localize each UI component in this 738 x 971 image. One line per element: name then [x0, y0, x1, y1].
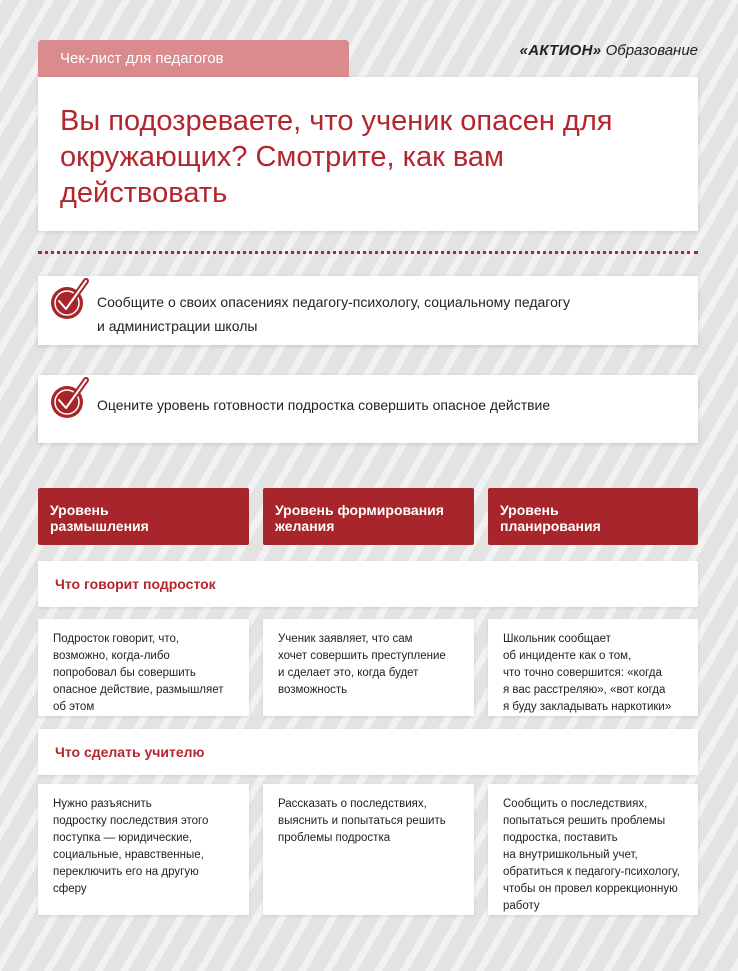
checklist-item-2 — [38, 375, 698, 443]
title-card — [38, 77, 698, 231]
table-cell — [488, 619, 698, 716]
cell-text: Рассказать о последствиях, выяснить и попытаться решить проблемы подростка — [278, 798, 446, 844]
level-header-planning: Уровень планирования — [488, 488, 698, 545]
logo-brand: «АКТИОН» — [519, 42, 602, 59]
checklist-text: Сообщите о своих опасениях педагогу-психологу, социальному педагогу и администрации школы — [97, 294, 570, 334]
table-cell — [488, 784, 698, 915]
level-header-desire: Уровень формирования желания — [263, 488, 474, 545]
logo-suffix: Образование — [605, 42, 698, 59]
section-heading-teen-says: Что говорит подросток — [38, 561, 698, 607]
checkmark-icon — [48, 278, 92, 322]
checklist-text: Оцените уровень готовности подростка совершить опасное действие — [97, 397, 551, 413]
checklist-item-1 — [38, 276, 698, 345]
cell-text: Нужно разъяснить подростку последствия этого поступка — юридические, социальные, нравственные, переключить его на другую сферу — [53, 798, 209, 895]
cell-text: Подросток говорит, что, возможно, когда-либо попробовал бы совершить опасное действие, размышляет об этом — [53, 633, 224, 713]
section-heading-teacher-action: Что сделать учителю — [38, 729, 698, 775]
checklist-tab — [38, 40, 349, 77]
brand-logo — [520, 42, 698, 59]
dotted-divider — [38, 251, 698, 254]
cell-text: Школьник сообщает об инциденте как о том, что точно совершится: «когда я вас расстреляю», «вот когда я буду закладывать наркотики» — [503, 633, 672, 713]
table-cell — [38, 784, 249, 915]
level-header-reflection: Уровень размышления — [38, 488, 249, 545]
tab-label: Чек-лист для педагогов — [60, 50, 224, 67]
table-cell — [263, 619, 474, 716]
cell-text: Сообщить о последствиях, попытаться решить проблемы подростка, поставить на внутришкольный учет, обратиться к педагогу-психологу, чтобы он провел коррекционную работу — [503, 798, 680, 912]
page-title: Вы подозреваете, что ученик опасен для окружающих? Смотрите, как вам действовать — [60, 105, 613, 209]
table-cell — [263, 784, 474, 915]
cell-text: Ученик заявляет, что сам хочет совершить преступление и сделает это, когда будет возможность — [278, 633, 446, 696]
checkmark-icon — [48, 377, 92, 421]
table-cell — [38, 619, 249, 716]
